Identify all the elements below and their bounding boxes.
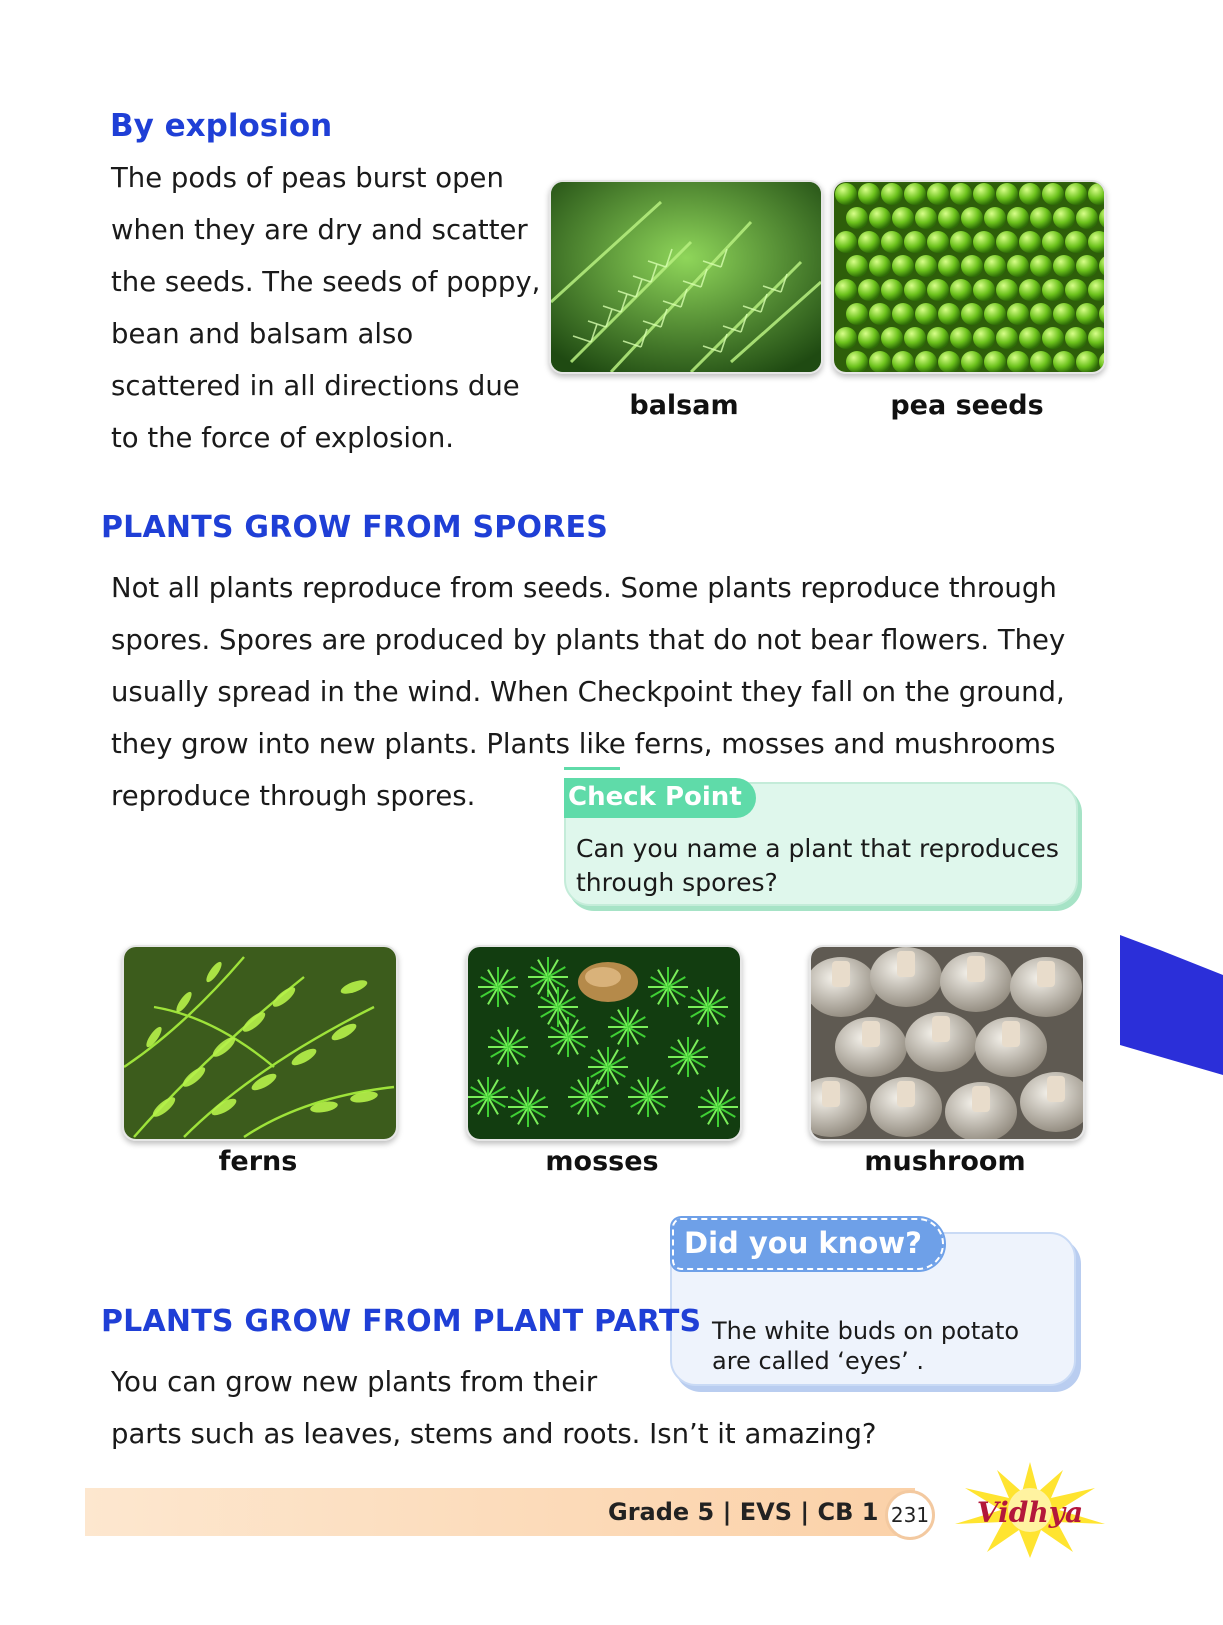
explosion-paragraph	[111, 152, 541, 464]
mosses-photo	[466, 945, 742, 1141]
logo-text: Vidhya	[976, 1496, 1084, 1529]
spores-line: spores. Spores are produced by plants that do not bear flowers. They	[111, 624, 1066, 656]
spores-heading: PLANTS GROW FROM SPORES	[101, 510, 608, 545]
mushroom-photo	[809, 945, 1085, 1141]
did-you-know-line: The white buds on potato	[712, 1317, 1020, 1345]
checkpoint-text	[576, 832, 1059, 900]
explosion-line: scattered in all directions due	[111, 370, 520, 402]
balsam-photo	[549, 180, 823, 374]
ferns-caption: ferns	[218, 1146, 298, 1177]
balsam-caption: balsam	[629, 390, 739, 421]
side-tab	[1120, 935, 1223, 1075]
explosion-line: when they are dry and scatter	[111, 214, 528, 246]
footer-text: Grade 5 | EVS | CB 1	[608, 1498, 879, 1526]
did-you-know-line: are called ‘eyes’ .	[712, 1347, 925, 1375]
vidhya-logo	[945, 1460, 1115, 1560]
spores-line: Not all plants reproduce from seeds. Some plants reproduce through	[111, 572, 1057, 604]
pea-seeds-caption: pea seeds	[890, 390, 1044, 421]
spores-line: usually spread in the wind. When Checkpoint they fall on the ground,	[111, 676, 1065, 708]
mosses-caption: mosses	[545, 1146, 659, 1177]
explosion-heading: By explosion	[110, 108, 333, 144]
mushroom-caption: mushroom	[864, 1146, 1026, 1177]
plant-parts-line: parts such as leaves, stems and roots. Isn’t it amazing?	[111, 1418, 877, 1450]
checkpoint-line: through spores?	[576, 868, 778, 897]
explosion-line: to the force of explosion.	[111, 422, 455, 454]
checkpoint-label: Check Point	[564, 778, 756, 818]
explosion-line: the seeds. The seeds of poppy,	[111, 266, 541, 298]
checkpoint-line: Can you name a plant that reproduces	[576, 834, 1059, 863]
spores-line: they grow into new plants. Plants like ferns, mosses and mushrooms	[111, 728, 1056, 760]
pea-seeds-photo	[832, 180, 1106, 374]
spores-line: reproduce through spores.	[111, 780, 476, 812]
plant-parts-line: You can grow new plants from their	[111, 1366, 598, 1398]
explosion-line: bean and balsam also	[111, 318, 414, 350]
plant-parts-heading: PLANTS GROW FROM PLANT PARTS	[101, 1304, 702, 1339]
plant-parts-paragraph	[111, 1356, 1011, 1460]
checkpoint-accent	[564, 767, 620, 770]
did-you-know-label: Did you know?	[672, 1218, 944, 1270]
ferns-photo	[122, 945, 398, 1141]
explosion-line: The pods of peas burst open	[111, 162, 504, 194]
page-number: 231	[885, 1490, 935, 1540]
